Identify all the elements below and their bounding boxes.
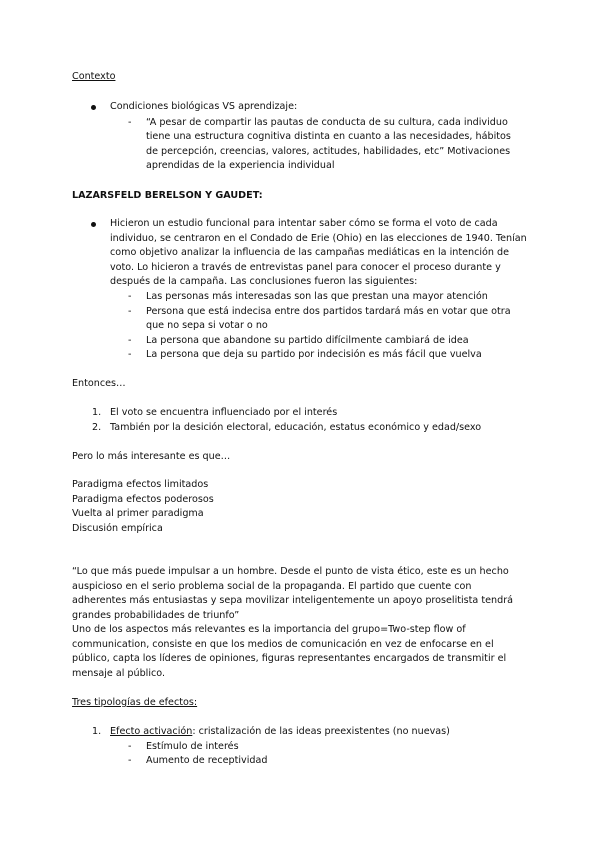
efecto-activacion-line xyxy=(110,725,450,738)
contexto-sub-line: aprendidas de la experiencia individual xyxy=(146,160,335,171)
list-number: 1. xyxy=(92,407,102,418)
contexto-sub-line: de percepción, creencias, valores, actitudes, habilidades, etc” Motivaciones xyxy=(146,146,511,157)
dash-icon: - xyxy=(128,291,132,302)
dash-icon: - xyxy=(128,741,132,752)
conclusion-item: que no sepa si votar o no xyxy=(146,320,268,331)
efecto-item: Aumento de receptividad xyxy=(146,755,268,766)
lazarsfeld-line: individuo, se centraron en el Condado de Erie (Ohio) en las elecciones de 1940. Tenían xyxy=(110,233,527,244)
quote-line: grandes probabilidades de triunfo” xyxy=(72,610,240,621)
dash-icon: - xyxy=(128,755,132,766)
quote-line: auspicioso en el serio problema social de la propaganda. El partido que cuente con xyxy=(72,581,472,592)
dash-icon: - xyxy=(128,335,132,346)
entonces-item: El voto se encuentra influenciado por el interés xyxy=(110,407,338,418)
dash-icon: - xyxy=(128,117,132,128)
quote-line: communication, consiste en que los medios de comunicación en vez de enfocarse en el xyxy=(72,639,494,650)
efecto-activacion-rest: : cristalización de las ideas preexistentes (no nuevas) xyxy=(192,726,450,737)
quote-line: adherentes más entusiastas y sepa movilizar inteligentemente un apoyo proselitista tendrá xyxy=(72,595,514,606)
bullet-icon xyxy=(91,105,96,110)
entonces-text: Entonces… xyxy=(72,378,126,389)
lazarsfeld-line: Hicieron un estudio funcional para intentar saber cómo se forma el voto de cada xyxy=(110,218,498,229)
list-number: 1. xyxy=(92,726,102,737)
quote-line: mensaje al público. xyxy=(72,668,166,679)
conclusion-item: La persona que abandone su partido difícilmente cambiará de idea xyxy=(146,335,469,346)
contexto-bullet-text: Condiciones biológicas VS aprendizaje: xyxy=(110,101,298,112)
lazarsfeld-line: como objetivo analizar la influencia de las campañas mediáticas en la intención de xyxy=(110,247,510,258)
list-number: 2. xyxy=(92,422,102,433)
quote-line: público, capta los líderes de opiniones, figuras representantes encargados de transmitir el xyxy=(72,653,507,664)
dash-icon: - xyxy=(128,306,132,317)
efecto-item: Estímulo de interés xyxy=(146,741,239,752)
efecto-activacion-title: Efecto activación xyxy=(110,726,193,737)
lazarsfeld-line: voto. Lo hicieron a través de entrevistas panel para conocer el proceso durante y xyxy=(110,262,501,273)
conclusion-item: Las personas más interesadas son las que prestan una mayor atención xyxy=(146,291,488,302)
quote-line: Uno de los aspectos más relevantes es la importancia del grupo=Two-step flow of xyxy=(72,624,466,635)
paradigma-item: Discusión empírica xyxy=(72,523,163,534)
paradigma-item: Vuelta al primer paradigma xyxy=(72,508,204,519)
tres-heading: Tres tipologías de efectos: xyxy=(72,697,198,708)
contexto-heading: Contexto xyxy=(72,71,116,82)
pero-text: Pero lo más interesante es que… xyxy=(72,451,231,462)
paradigma-item: Paradigma efectos limitados xyxy=(72,479,209,490)
contexto-sub-line: “A pesar de compartir las pautas de conducta de su cultura, cada individuo xyxy=(146,117,508,128)
lazarsfeld-heading: LAZARSFELD BERELSON Y GAUDET: xyxy=(72,190,263,201)
dash-icon: - xyxy=(128,349,132,360)
quote-line: “Lo que más puede impulsar a un hombre. Desde el punto de vista ético, este es un hecho xyxy=(72,566,509,577)
conclusion-item: Persona que está indecisa entre dos partidos tardará más en votar que otra xyxy=(146,306,511,317)
paradigma-item: Paradigma efectos poderosos xyxy=(72,494,214,505)
conclusion-item: La persona que deja su partido por indecisión es más fácil que vuelva xyxy=(146,349,482,360)
bullet-icon xyxy=(91,222,96,227)
contexto-sub-line: tiene una estructura cognitiva distinta en cuanto a las necesidades, hábitos xyxy=(146,131,511,142)
lazarsfeld-line: después de la campaña. Las conclusiones fueron las siguientes: xyxy=(110,276,418,287)
entonces-item: También por la desición electoral, educación, estatus económico y edad/sexo xyxy=(110,422,482,433)
